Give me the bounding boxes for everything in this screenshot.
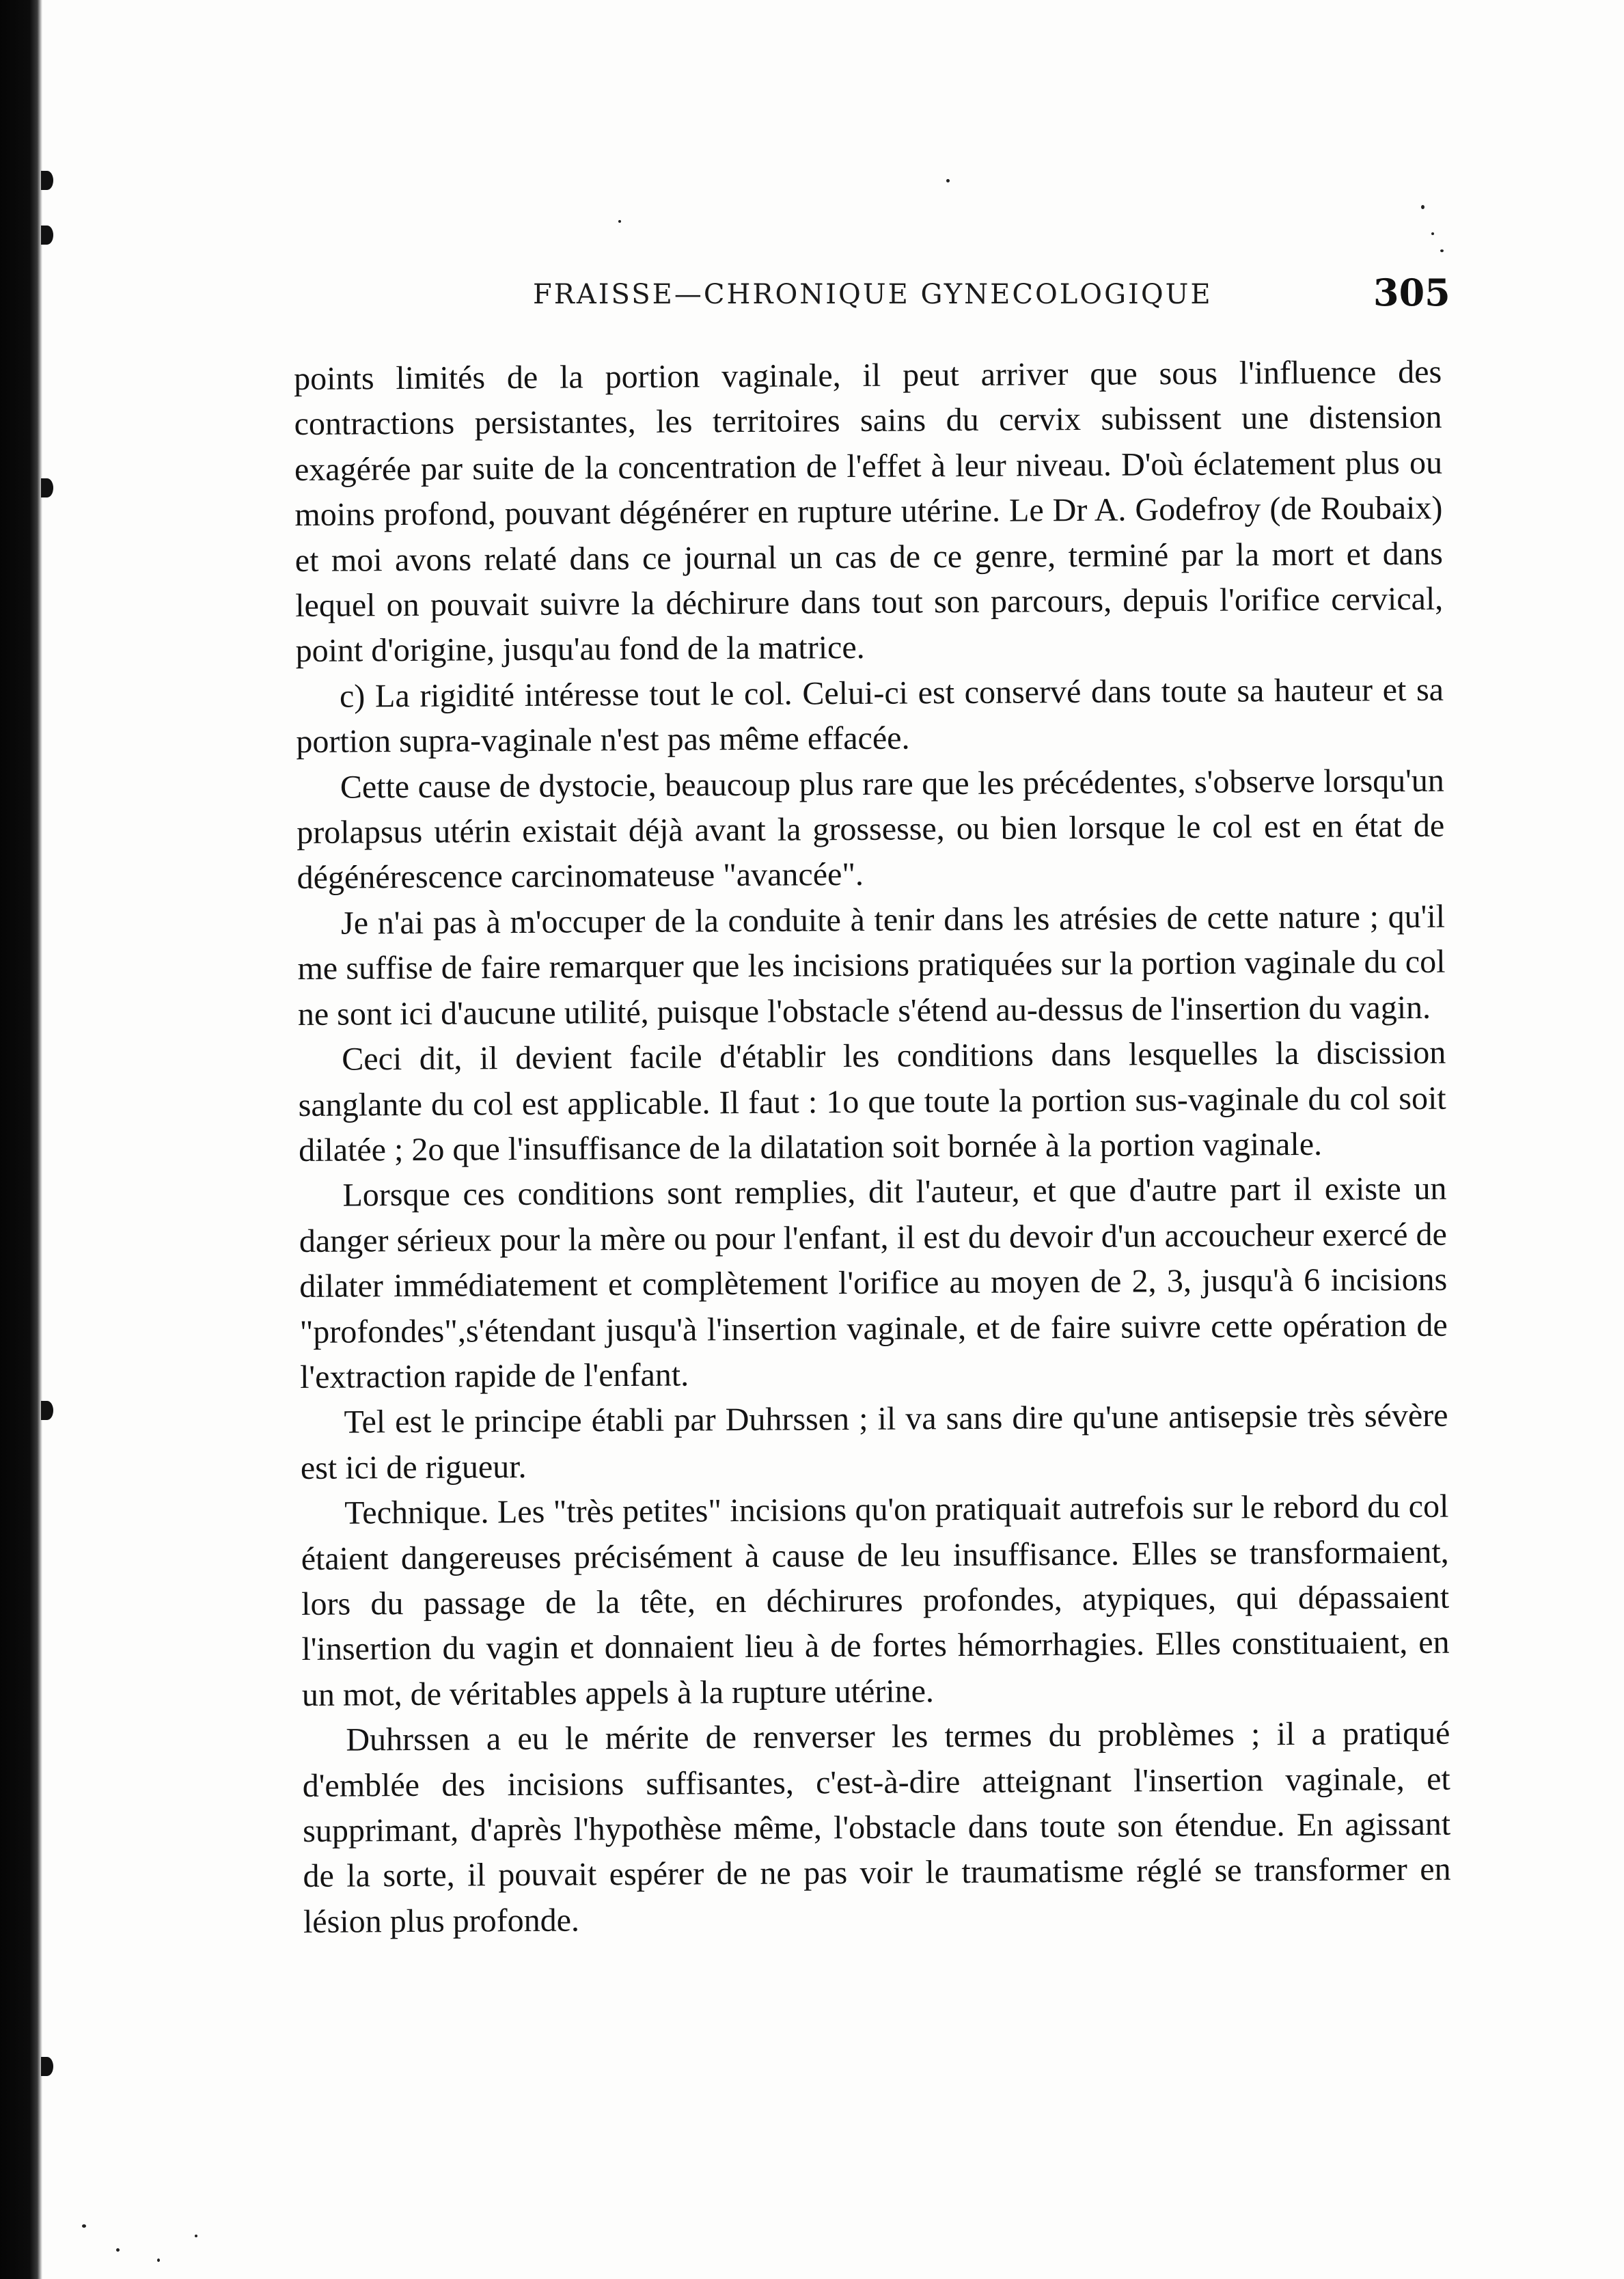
scan-speck [195,2235,197,2237]
scan-speck [1440,249,1444,252]
paragraph: Je n'ai pas à m'occuper de la conduite à tenir dans les atrésies de cette nature ; qu'il me suffise de faire remarquer que les incisions pratiquées sur la portion vaginale du col ne sont ici d'aucune utilité, puisque l'obstacle s'étend au-dessus de l'insertion du vagin. [297,898,1446,1033]
paragraph: Duhrssen a eu le mérite de renverser les termes du problèmes ; il a pratiqué d'emblée des incisions suffisantes, c'est-à-dire atteignant l'insertion vaginale, et supprimant, d'après l'hypothèse même, l'obstacle dans toute son étendue. En agissant de la sorte, il pouvait espérer de ne pas voir le traumatisme réglé se transformer en lésion plus profonde. [302,1715,1451,1940]
scan-speck [1421,205,1425,209]
binding-notch [41,171,53,190]
scan-speck [1431,232,1434,235]
scan-speck [618,220,621,223]
paragraph: Ceci dit, il devient facile d'établir les conditions dans lesquelles la discission sanglante du col est applicable. Il faut : 1o que toute la portion sus-vaginale du col soit dilatée ; 2o que l'insuffisance de la dilatation soit bornée à la portion vaginale. [298,1034,1446,1169]
binding-edge [0,0,42,2279]
paragraph: Cette cause de dystocie, beaucoup plus rare que les précédentes, s'observe lorsqu'un prolapsus utérin existait déjà avant la grossesse, ou bien lorsque le col est en état de dégénérescence carcinomateuse "avancée". [297,762,1445,897]
scan-speck [157,2258,160,2262]
scan-speck [82,2224,86,2228]
paragraph: points limités de la portion vaginale, il peut arriver que sous l'influence des contractions persistantes, les territoires sains du cervix subissent une distension exagérée par suite de la concentration de l'effet à leur niveau. D'où éclatement plus ou moins profond, pouvant dégénérer en rupture utérine. Le Dr A. Godefroy (de Roubaix) et moi avons relaté dans ce journal un cas de ce genre, terminé par la mort et dans lequel on pouvait suivre la déchirure dans tout son parcours, depuis l'orifice cervical, point d'origine, jusqu'au fond de la matrice. [294,353,1444,670]
binding-notch [41,478,53,497]
paragraph: Lorsque ces conditions sont remplies, dit l'auteur, et que d'autre part il existe un danger sérieux pour la mère ou pour l'enfant, il est du devoir d'un accoucheur exercé de dilater immédiatement et complètement l'orifice au moyen de 2, 3, jusqu'à 6 incisions "profondes",s'étendant jusqu'à l'insertion vaginale, et de faire suivre cette opération de l'extraction rapide de l'enfant. [299,1171,1448,1395]
scan-speck [946,179,950,182]
binding-notch [41,1401,53,1420]
binding-notch [41,2057,53,2076]
paragraph: Tel est le principe établi par Duhrssen ; il va sans dire qu'une antisepsie très sévère est ici de rigueur. [300,1397,1448,1486]
body-text [294,350,1451,1945]
page-number: 305 [1373,271,1450,314]
binding-notch [41,226,53,245]
paragraph: c) La rigidité intéresse tout le col. Celui-ci est conservé dans toute sa hauteur et sa portion supra-vaginale n'est pas même effacée. [296,671,1444,761]
scan-speck [116,2248,120,2252]
running-head: FRAISSE—CHRONIQUE GYNECOLOGIQUE [533,279,1213,310]
paragraph: Technique. Les "très petites" incisions qu'on pratiquait autrefois sur le rebord du col étaient dangereuses précisément à cause de leu insuffisance. Elles se transformaient, lors du passage de la tête, en déchirures profondes, atypiques, qui dépassaient l'insertion du vagin et donnaient lieu à de fortes hémorrhagies. Elles constituaient, en un mot, de véritables appels à la rupture utérine. [301,1488,1450,1713]
